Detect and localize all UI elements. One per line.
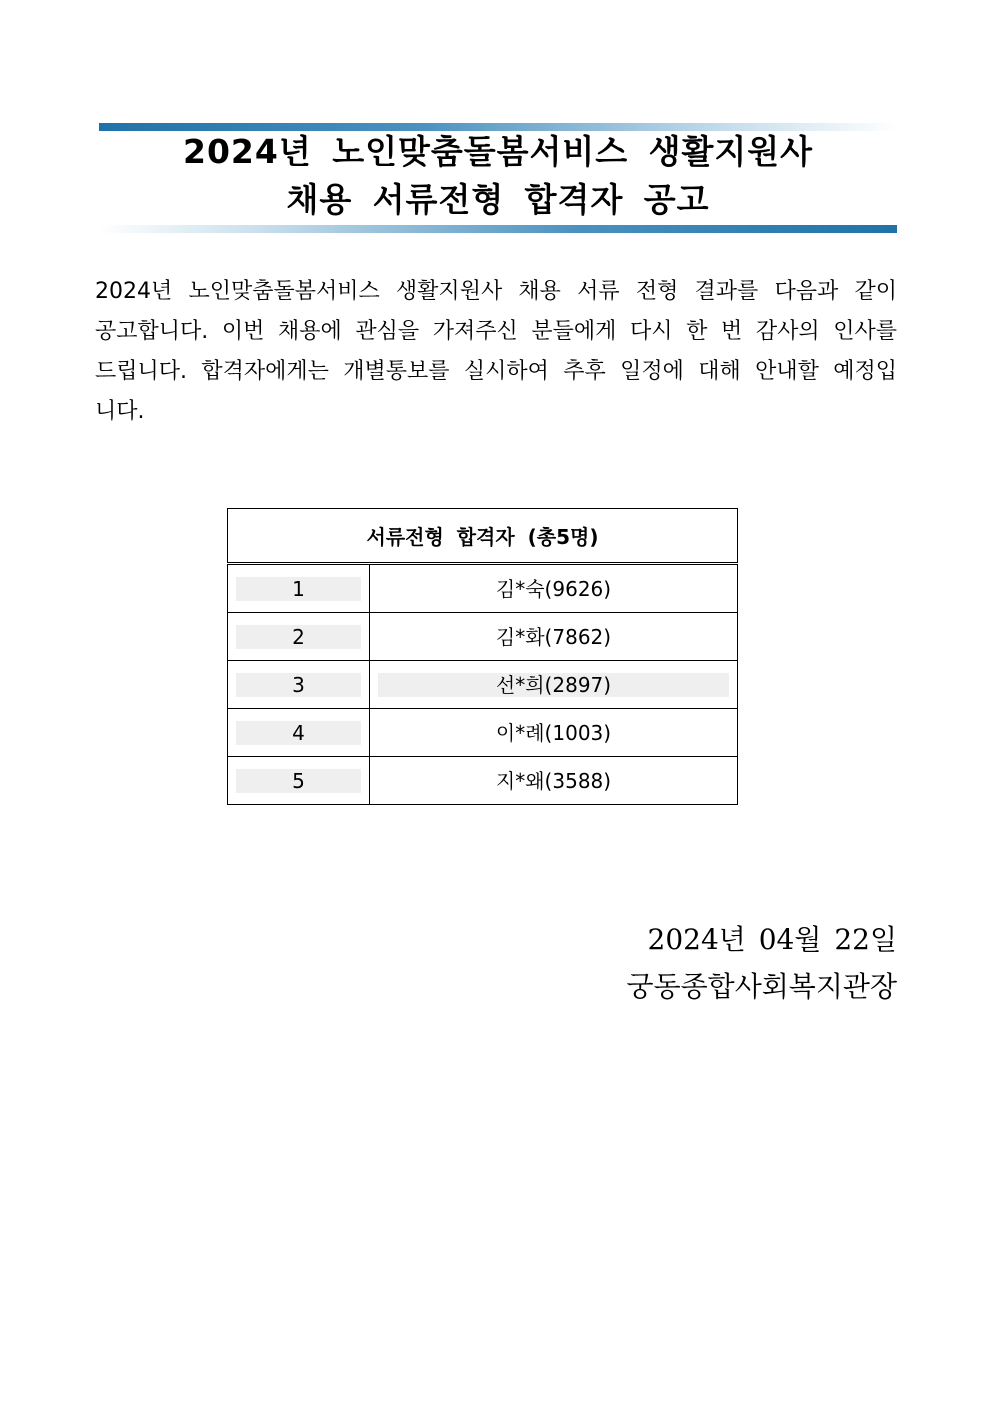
table-header: 서류전형 합격자 (총5명) <box>228 509 738 564</box>
row-name: 김*화(7862) <box>495 624 612 649</box>
title-bottom-bar <box>99 225 897 233</box>
row-name-cell <box>370 613 738 661</box>
intro-paragraph: 2024년 노인맞춤돌봄서비스 생활지원사 채용 서류 전형 결과를 다음과 같이 공고합니다. 이번 채용에 관심을 가져주신 분들에게 다시 한 번 감사의 인사를 드립니다. 합격자에게는 개별통보를 실시하여 추후 일정에 대해 안내할 예정입니다. <box>95 279 897 424</box>
table-row <box>228 757 738 805</box>
row-name-cell <box>370 709 738 757</box>
row-name: 이*례(1003) <box>495 720 612 745</box>
announcement-date: 2024년 04월 22일 <box>647 923 897 956</box>
row-number-cell <box>228 564 370 613</box>
organization-signature: 궁동종합사회복지관장 <box>626 970 897 1003</box>
row-number-cell <box>228 757 370 805</box>
row-number: 5 <box>236 769 361 793</box>
row-name: 지*왜(3588) <box>495 768 612 793</box>
row-number: 1 <box>236 577 361 601</box>
page-title <box>99 128 897 224</box>
row-name: 선*희(2897) <box>378 673 729 697</box>
title-line-1: 2024년 노인맞춤돌봄서비스 생활지원사 <box>183 132 813 171</box>
table-row <box>228 613 738 661</box>
row-number: 3 <box>236 673 361 697</box>
table-header-row <box>228 509 738 564</box>
row-name-cell <box>370 661 738 709</box>
row-number-cell <box>228 709 370 757</box>
title-line-2: 채용 서류전형 합격자 공고 <box>286 180 710 219</box>
row-name-cell <box>370 564 738 613</box>
table-row <box>228 661 738 709</box>
row-number-cell <box>228 661 370 709</box>
row-number-cell <box>228 613 370 661</box>
row-name: 김*숙(9626) <box>495 576 612 601</box>
row-number: 4 <box>236 721 361 745</box>
passers-table <box>227 508 738 805</box>
table-row <box>228 564 738 613</box>
row-name-cell <box>370 757 738 805</box>
table-row <box>228 709 738 757</box>
row-number: 2 <box>236 625 361 649</box>
